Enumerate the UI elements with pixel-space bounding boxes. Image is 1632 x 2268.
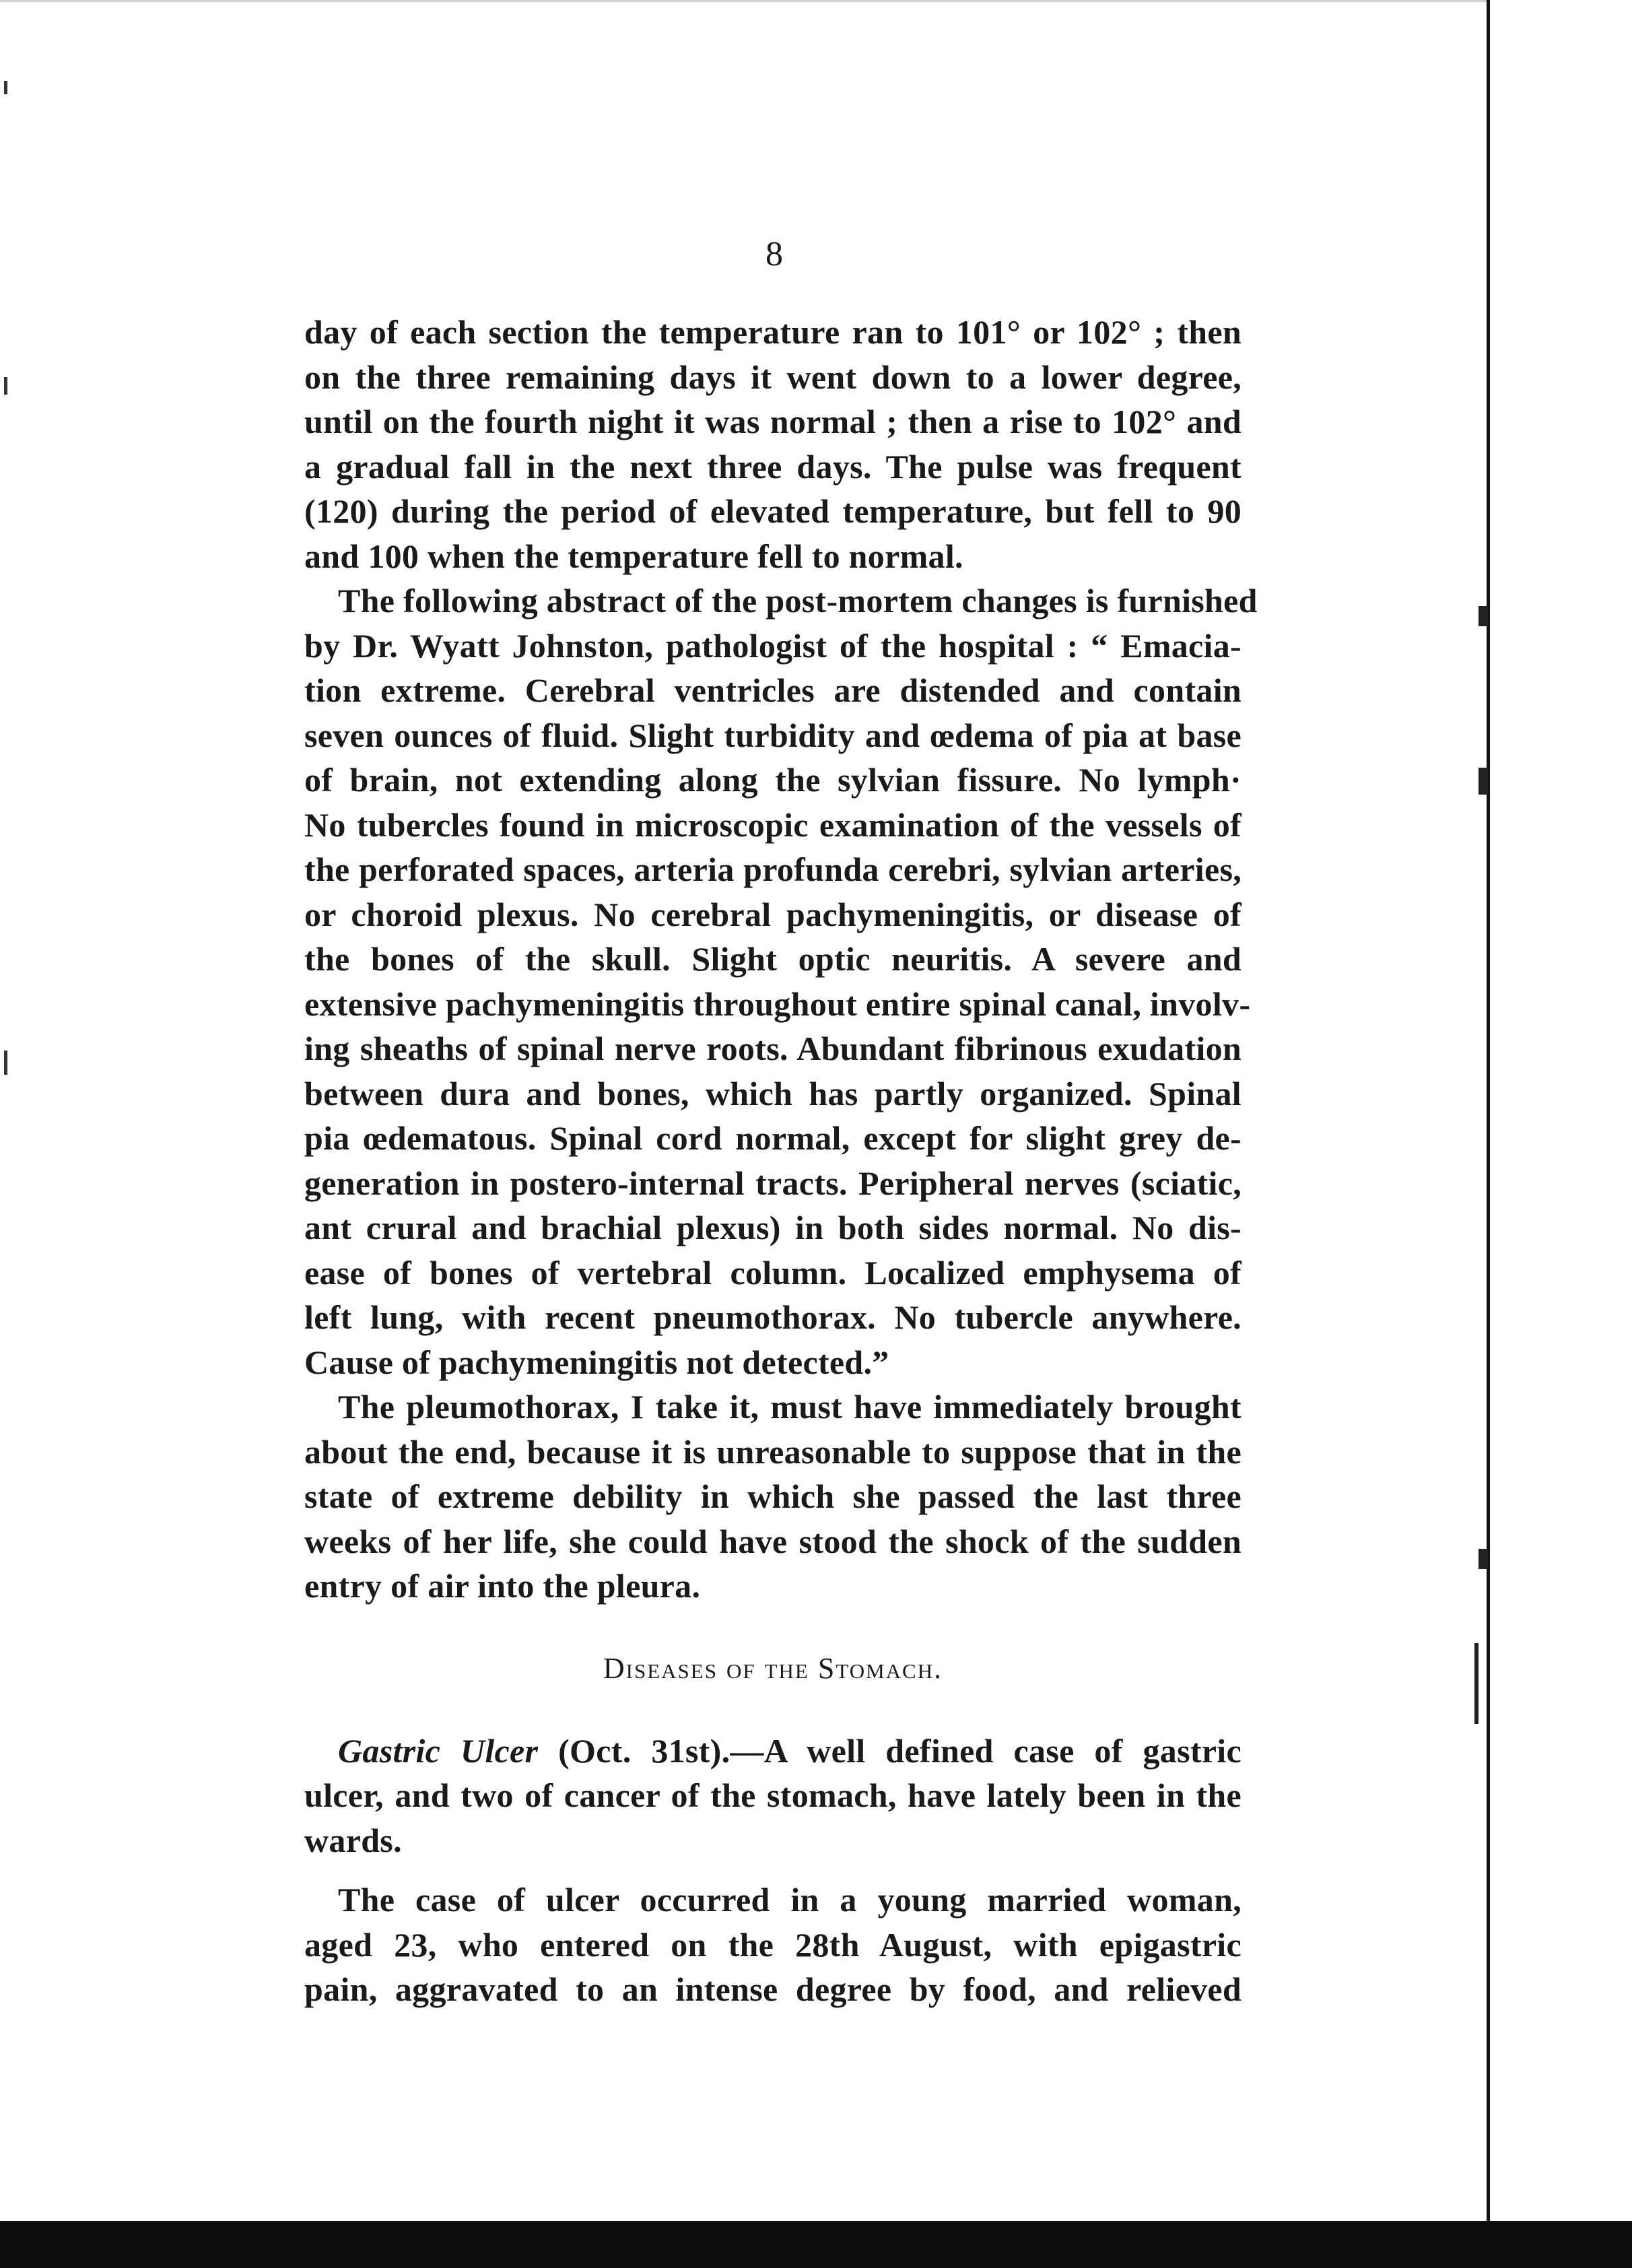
paragraph-post-mortem [304, 578, 1258, 1385]
text-line: No tubercles found in microscopic examination of the vessels of [304, 805, 1242, 844]
text-line: on the three remaining days it went down to a lower degree, [304, 358, 1242, 396]
scan-top-edge [0, 0, 1489, 2]
scan-binding-line [1487, 0, 1490, 2222]
text-line: The case of ulcer occurred in a young married woman, [338, 1881, 1242, 1919]
scan-speck [4, 1050, 7, 1075]
text-line: weeks of her life, she could have stood the shock of the sudden [304, 1522, 1242, 1560]
text-line: extensive pachymeningitis throughout entire spinal canal, involv- [304, 985, 1251, 1023]
text-line: until on the fourth night it was normal ; then a rise to 102° and [304, 403, 1242, 440]
text-line: or choroid plexus. No cerebral pachymeningitis, or disease of [304, 895, 1242, 933]
paragraph-case-of-ulcer [304, 1877, 1242, 2012]
text-line: about the end, because it is unreasonable to suppose that in the [304, 1432, 1242, 1471]
section-heading: Diseases of the Stomach. [603, 1651, 943, 1685]
scan-margin-mark [1478, 768, 1488, 795]
text-line: seven ounces of fluid. Slight turbidity and œdema of pia at base [304, 716, 1242, 754]
text-line: pain, aggravated to an intense degree by food, and relieved [304, 1970, 1242, 2008]
text-line: by Dr. Wyatt Johnston, pathologist of the hospital : “ Emacia- [304, 626, 1242, 665]
text-line: the bones of the skull. Slight optic neuritis. A severe and [304, 940, 1242, 978]
text-line: of brain, not extending along the sylvian fissure. No lymph· [304, 761, 1242, 799]
text-line: pia œdematous. Spinal cord normal, except for slight grey de- [304, 1119, 1242, 1157]
lead-in-title: Gastric Ulcer [338, 1731, 539, 1770]
text-line: ing sheaths of spinal nerve roots. Abundant fibrinous exudation [304, 1030, 1242, 1067]
text-line: generation in postero-internal tracts. Peripheral nerves (sciatic, [304, 1164, 1242, 1202]
text-line: ease of bones of vertebral column. Localized emphysema of [304, 1253, 1242, 1292]
text-line: entry of air into the pleura. [304, 1567, 701, 1605]
paragraph-temperature [304, 310, 1242, 578]
text-line: day of each section the temperature ran to 101° or 102° ; then [304, 313, 1242, 351]
paragraph-gastric-ulcer [304, 1729, 1242, 1863]
scan-margin-mark [1474, 1643, 1478, 1724]
text-line: ulcer, and two of cancer of the stomach, have lately been in the [304, 1776, 1242, 1814]
text-line: tion extreme. Cerebral ventricles are distended and contain [304, 671, 1242, 709]
scan-margin-mark [1478, 1549, 1488, 1569]
text-line: The following abstract of the post-mortem changes is furnished [338, 582, 1258, 620]
text-line: state of extreme debility in which she passed the last three [304, 1477, 1242, 1515]
text-line: between dura and bones, which has partly organized. Spinal [304, 1074, 1242, 1112]
text-fragment: (Oct. 31st).—A well defined case of gastric [538, 1731, 1242, 1770]
scan-margin-mark [1478, 606, 1488, 626]
text-line: The pleumothorax, I take it, must have immediately brought [338, 1388, 1242, 1426]
paragraph-pneumothorax [304, 1385, 1242, 1609]
scan-bottom-band [0, 2221, 1632, 2268]
scan-speck [4, 377, 7, 395]
text-line: the perforated spaces, arteria profunda cerebri, sylvian arteries, [304, 850, 1242, 888]
text-line: (120) during the period of elevated temperature, but fell to 90 [304, 492, 1242, 530]
text-line [304, 1729, 1242, 1774]
page-number: 8 [766, 235, 783, 273]
scan-speck [4, 81, 7, 94]
text-line: left lung, with recent pneumothorax. No tubercle anywhere. [304, 1298, 1242, 1336]
text-line: and 100 when the temperature fell to normal. [304, 537, 963, 575]
text-line: aged 23, who entered on the 28th August, with epigastric [304, 1925, 1242, 1964]
text-line: wards. [304, 1821, 402, 1859]
text-line: ant crural and brachial plexus) in both sides normal. No dis- [304, 1209, 1242, 1246]
text-line: a gradual fall in the next three days. The pulse was frequent [304, 447, 1242, 486]
document-body [304, 310, 1258, 2012]
text-line: Cause of pachymeningitis not detected.” [304, 1343, 889, 1381]
